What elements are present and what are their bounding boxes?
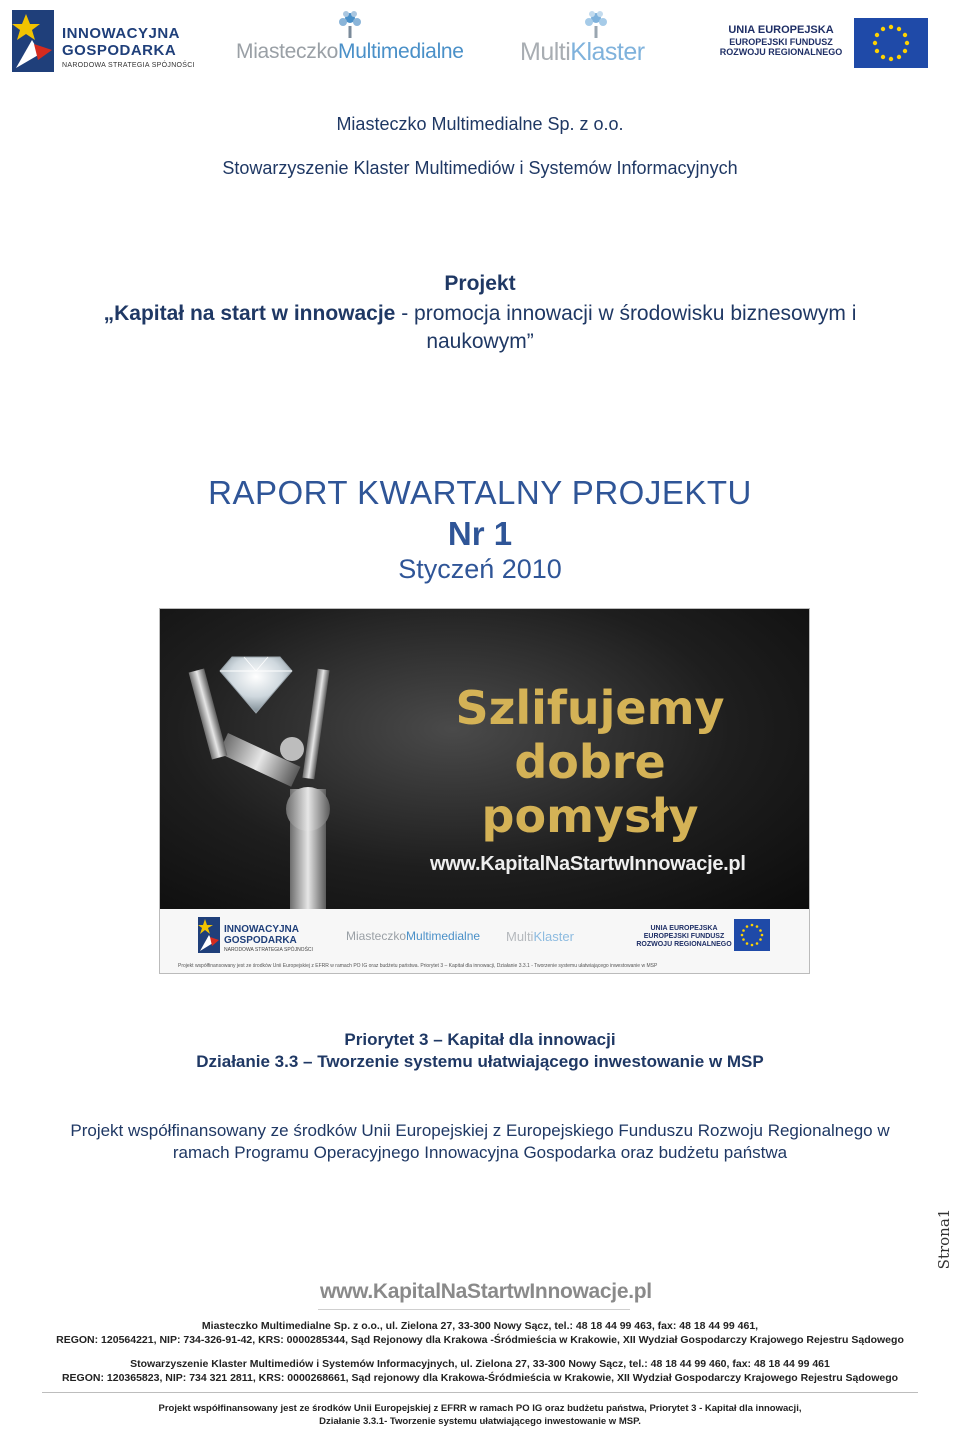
strip-mm-part1: Miasteczko	[346, 929, 407, 943]
page-number-label: Strona1	[935, 1208, 953, 1270]
action-line: Działanie 3.3 – Tworzenie systemu ułatwiającego inwestowanie w MSP	[196, 1052, 764, 1071]
cofinancing-note: Projekt współfinansowany ze środków Unii Europejskiej z Europejskiego Funduszu Rozwoju Regionalnego w ramach Programu Operacyjnego Innowacyjna Gospodarka oraz budżetu państwa	[70, 1121, 890, 1162]
banner-slogan	[410, 681, 770, 843]
ig-line1: INNOWACYJNA	[62, 25, 181, 42]
ue-line1: UNIA EUROPEJSKA	[728, 24, 834, 36]
footer-line-2: REGON: 120564221, NIP: 734-326-91-42, KRS: 0000285344, Sąd Rejonowy dla Krakowa -Śródmieścia w Krakowie, XII Wydział Gospodarczy Krajowego Rejestru Sądowego	[56, 1334, 904, 1346]
project-title	[80, 300, 880, 356]
footer-url: www.KapitalNaStartwInnowacje.pl	[320, 1280, 652, 1303]
slogan-line1: Szlifujemy	[455, 681, 725, 735]
strip-ig-line2: GOSPODARKA	[224, 934, 297, 946]
ig-emblem-icon	[12, 10, 54, 72]
strip-mk-part2: Klaster	[533, 929, 574, 944]
strip-ig-logo	[198, 917, 318, 957]
strip-fine-print: Projekt współfinansowany jest ze środków Unii Europejskiej z EFRR w ramach PO IG oraz budżetu państwa. Priorytet 3 – Kapitał dla innowacji, Działanie 3.3.1 - Tworzenie systemu ułatwiającego inwestowanie w MSP	[178, 963, 658, 969]
organization-1: Miasteczko Multimedialne Sp. z o.o.	[336, 114, 624, 134]
strip-mm-part2: Multimedialne	[406, 929, 481, 943]
organization-2: Stowarzyszenie Klaster Multimediów i Systemów Informacyjnych	[222, 158, 738, 178]
project-title-bold: „Kapitał na start w innowacje	[103, 302, 396, 325]
tree-icon	[582, 10, 610, 38]
mm-part2: Multimedialne	[338, 40, 464, 63]
strip-mk-part1: Multi	[506, 929, 534, 944]
project-label: Projekt	[444, 272, 516, 295]
eu-flag-icon	[734, 919, 770, 951]
footer-url-rule	[318, 1309, 630, 1310]
footer-divider	[42, 1392, 918, 1393]
report-title: RAPORT KWARTALNY PROJEKTU	[208, 474, 752, 511]
multiklaster-logo	[520, 10, 678, 74]
strip-ig-line3: NARODOWA STRATEGIA SPÓJNOŚCI	[224, 947, 313, 953]
report-date: Styczeń 2010	[398, 554, 562, 584]
project-title-rest: - promocja innowacji w środowisku biznesowym i naukowym”	[395, 302, 857, 353]
unia-europejska-logo	[716, 10, 930, 74]
mk-part2: Klaster	[570, 38, 645, 66]
strip-ue-logo	[636, 919, 796, 959]
footer-line-3: Stowarzyszenie Klaster Multimediów i Systemów Informacyjnych, ul. Zielona 27, 33-300 Nowy Sącz, tel.: 48 18 44 99 460, fax: 48 18 44 99 461	[130, 1358, 830, 1370]
ig-emblem-icon	[198, 917, 220, 953]
ue-line2: EUROPEJSKI FUNDUSZ	[729, 36, 833, 47]
ig-line2: GOSPODARKA	[62, 42, 177, 59]
banner-logo-strip	[160, 909, 810, 974]
ig-line3: NARODOWA STRATEGIA SPÓJNOŚCI	[62, 62, 195, 69]
campaign-banner	[159, 608, 810, 974]
banner-url: www.KapitalNaStartwInnowacje.pl	[430, 853, 746, 875]
miasteczko-multimedialne-logo	[236, 10, 476, 74]
tree-icon	[336, 10, 364, 38]
footer-line-1: Miasteczko Multimedialne Sp. z o.o., ul. Zielona 27, 33-300 Nowy Sącz, tel.: 48 18 44 99 463, fax: 48 18 44 99 461,	[201, 1320, 759, 1332]
header-logos	[0, 0, 960, 82]
mk-part1: Multi	[520, 38, 571, 66]
strip-ig-line1: INNOWACYJNA	[224, 924, 300, 935]
innowacyjna-gospodarka-logo	[12, 10, 208, 74]
footer-line-6: Działanie 3.3.1- Tworzenie systemu ułatwiającego inwestowanie w MSP.	[319, 1416, 641, 1427]
eu-flag-icon	[854, 18, 928, 68]
ue-line3: ROZWOJU REGIONALNEGO	[719, 46, 843, 57]
page-number	[930, 1200, 956, 1280]
robot-arm-diamond-icon	[160, 609, 360, 909]
footer-line-5: Projekt współfinansowany jest ze środków Unii Europejskiej z EFRR w ramach PO IG oraz budżetu państwa, Priorytet 3 - Kapitał dla innowacji,	[158, 1403, 802, 1414]
strip-ue-text: UNIA EUROPEJSKA EUROPEJSKI FUNDUSZ ROZWOJU REGIONALNEGO	[636, 925, 732, 949]
footer-line-4: REGON: 120365823, NIP: 734 321 2811, KRS: 0000268661, Sąd rejonowy dla Krakowa-Śródmieścia w Krakowie, XII Wydział Gospodarczy Krajowego Rejestru Sądowego	[61, 1372, 899, 1384]
mm-part1: Miasteczko	[236, 40, 339, 63]
slogan-line2: dobre pomysły	[481, 735, 699, 843]
priority-line: Priorytet 3 – Kapitał dla innowacji	[344, 1030, 616, 1049]
banner-background	[160, 609, 810, 909]
report-number: Nr 1	[447, 515, 513, 552]
